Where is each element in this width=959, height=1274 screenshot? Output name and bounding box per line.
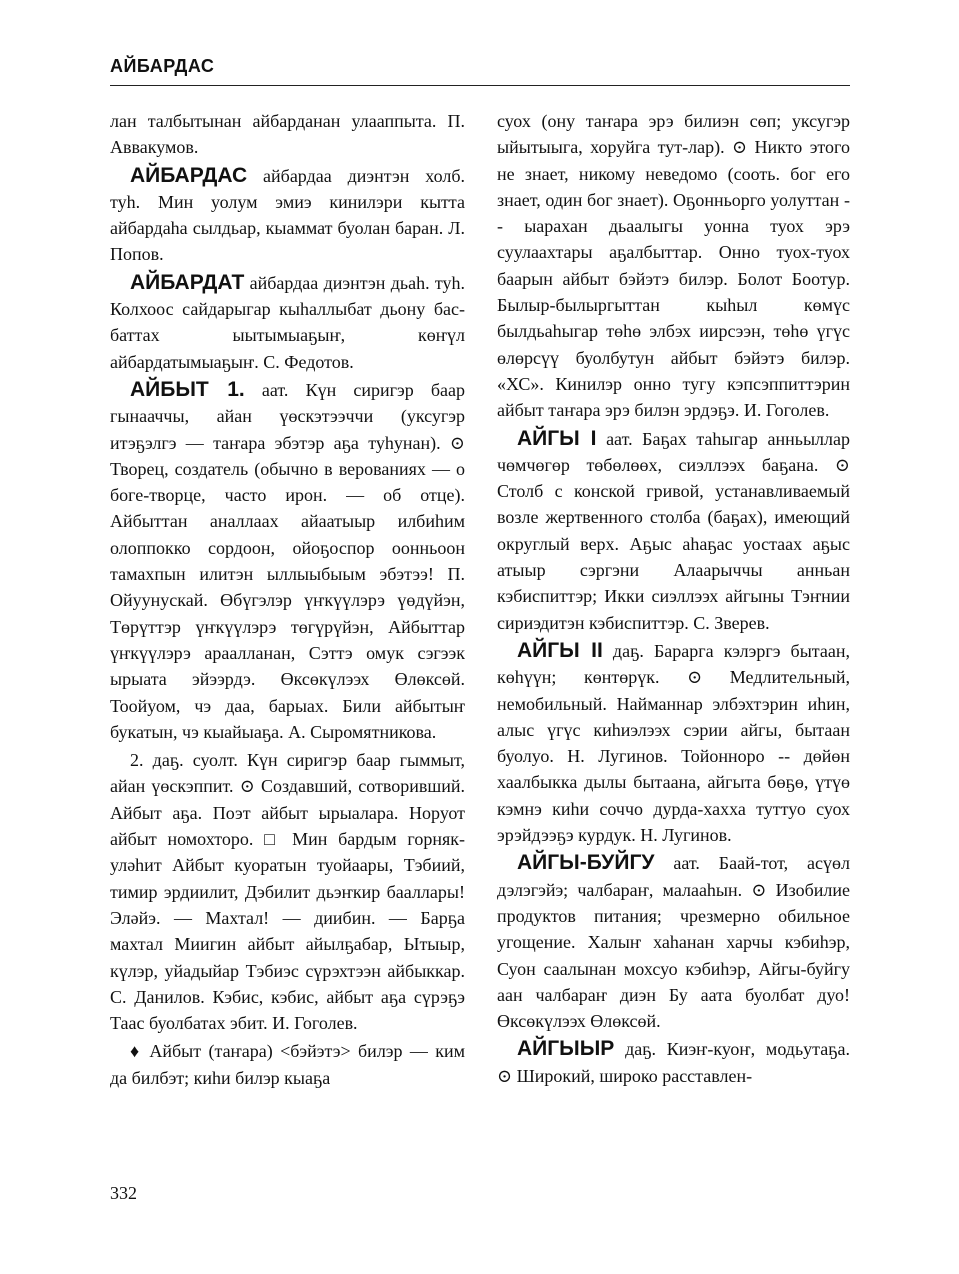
headword: АЙГЫ-БУЙГУ [517, 851, 655, 875]
entry-text: суох (ону таҥара эрэ билиэн сөп; уксугэр ыйытыыга, хоруйга тут-лар). ⊙ Никто этого не знает, никому неведомо (сооть. бог его знает, один бог знает). Оҕонньорго уолуттан -- ыарахан дьаалыгы уонна туох эрэ суулаахтары аҕалбыттар. Онно туох-туох баарын айбыт бэйэтэ билэр. Болот Боотур. Былыр-былыргыттан кыһыл көмүс былдьаһыгар төһө элбэх иирсээн, төһө үгүс өлөрсүү буолбутун айбыт бэйэтэ билэр. «ХС». Кинилэр онно тугу кэпсэппиттэрин айбыт таҥара эрэ билэн эрдэҕэ. И. Гоголев. [497, 111, 850, 421]
headword: АЙГЫЫР [517, 1037, 615, 1061]
right-column [497, 108, 850, 1089]
running-header [110, 56, 850, 86]
entry-aigy-buigu [497, 850, 850, 1034]
entry-text: 2. даҕ. суолт. Күн сиригэр баар гыммыт, айан үөскэппит. ⊙ Создавший, сотворивший. Айбыт аҕа. Поэт айбыт ырыалара. Норуот айбыт номохторо. □ Мин бардым горняк-уләһит Айбыт куоратын туойаары, Тэбиий, тимир эрдиилит, Дэбилит дьэҥкир бааллары! Эләйэ. — Махтал! — диибин. — Барҕа махтал Миигин айбыт айылҕабар, Ытыыр, күлэр, уйадыйар Тэбиэс сүрэхтээн айбыккар. С. Данилов. Кэбис, кэбис, айбыт аҕа сүрэҕэ Таас буолбатах эбит. И. Гоголев. [110, 750, 465, 1034]
entry-aibyt-2 [110, 747, 465, 1036]
header-rule [110, 85, 850, 86]
entry-text: ♦ Айбыт (таҥара) <бэйэтэ> билэр — ким да билбэт; киһи билэр кыаҕа [110, 1041, 465, 1088]
entry-aigy-2 [497, 638, 850, 848]
entry-aigy-1 [497, 426, 850, 636]
entry-text: АЙБЫТ 1. аат. Күн сиригэр баар гынааччы, айан үөскэтээччи (уксугэр итэҕэлгэ — таҥара эбэтэр аҕа туһунан). ⊙ Творец, создатель (обычно в верованиях — о боге-творце, часто ирон. — об отце). Айбыттан аналлаах айаатыыр илбиһим олоппокко сордоон, ойоҕоспор оонньоон тамахпын илитэн ыллыыбыым эбэтээ! П. Ойуунускай. Өбүгэлэр үҥкүүлэрэ үөдүйэн, Төрүттэр үҥкүүлэрэ төгүрүйэн, Айбыттар үҥкүүлэрэ араалланан, Сэттэ омук сэгээк ырыата эйээрдэ. Өксөкүлээх Өлөксөй. Тоойуом, чэ даа, барыах. Били айбытыҥ букатын, чэ кыайыаҕа. А. Сыромятникова. [110, 377, 466, 742]
headword: АЙГЫ II [517, 638, 603, 662]
entry-aibyt-1 [110, 377, 465, 745]
entry-aibardat [110, 270, 465, 375]
entry-continuation [110, 108, 465, 161]
entry-text: АЙГЫ-БУЙГУ аат. Баай-тот, асүөл дэлэгэйэ; чалбараҥ, малааһын. ⊙ Изобилие продуктов питания; чрезмерно обильное угощение. Халыҥ хаһанан харчы кэбиһэр, Суон саалынан мохсуо кэбиһэр, Айгы-буйгу аан чалбараҥ диэн Бу аата буолбат дуо! Өксөкүлээх Өлөксөй. [497, 851, 850, 1032]
entry-idiom [110, 1038, 465, 1091]
entry-text: АЙГЫ I аат. Баҕах таһыгар анньыллар чөмчөгөр төбөлөөх, сиэллээх баҕана. ⊙ Столб с конской гривой, устанавливаемый возле жертвенного столба (баҕах), имеющий округлый верх. Аҕыс аһаҕас уостаах аҕыс атыыр сэргэни Алаарыччы анньан кэбиспиттэр; Икки сиэллээх айгыны Тэҥнии сириэдитэн кэбиспиттэр. С. Зверев. [497, 426, 850, 633]
entry-aigyyr [497, 1036, 850, 1089]
running-header-title: АЙБАРДАС [110, 56, 215, 76]
entry-text: АЙБАРДАС айбардаа диэнтэн холб. туһ. Мин уолум эмиэ кинилэри кытта айбардаһа сылдьар, кыаммат буолан баран. Л. Попов. [110, 163, 465, 265]
page-number: 332 [110, 1183, 137, 1203]
headword: АЙБАРДАТ [130, 270, 245, 294]
entry-aibardas [110, 163, 465, 268]
entry-text: АЙГЫЫР даҕ. Киэҥ-куоҥ, модьутаҕа. ⊙ Широкий, широко расставлен- [497, 1037, 850, 1086]
headword: АЙБЫТ 1. [130, 377, 245, 401]
entry-continuation [497, 108, 850, 424]
left-column [110, 108, 465, 1091]
entry-text: АЙБАРДАТ айбардаа диэнтэн дьаһ. туһ. Колхоос сайдарыгар кыһаллыбат дьону бас-баттах ыытымыаҕыҥ, көҥүл айбардатымыаҕыҥ. С. Федотов. [110, 270, 465, 372]
headword: АЙГЫ I [517, 426, 597, 450]
headword: АЙБАРДАС [130, 163, 248, 187]
entry-text: АЙГЫ II даҕ. Бараргa кэлэргэ бытаан, көһүүн; көнтөрүк. ⊙ Медлительный, немобильный. Найманнар элбэхтэрин иһин, алыс үгүс киһиэлээх сэрии айгы, бытаан буолуо. Н. Лугинов. Тойонноро -- дөйөн хаалбыкка дылы бытаана, айгыта бөҕө, үтүө кэмнэ киһи соччо дурда-хахха туттуо суох эрэйдээҕэ курдук. Н. Лугинов. [497, 638, 850, 846]
entry-text: лан талбытынан айбарданан улааппыта. П. Аввакумов. [110, 111, 465, 158]
